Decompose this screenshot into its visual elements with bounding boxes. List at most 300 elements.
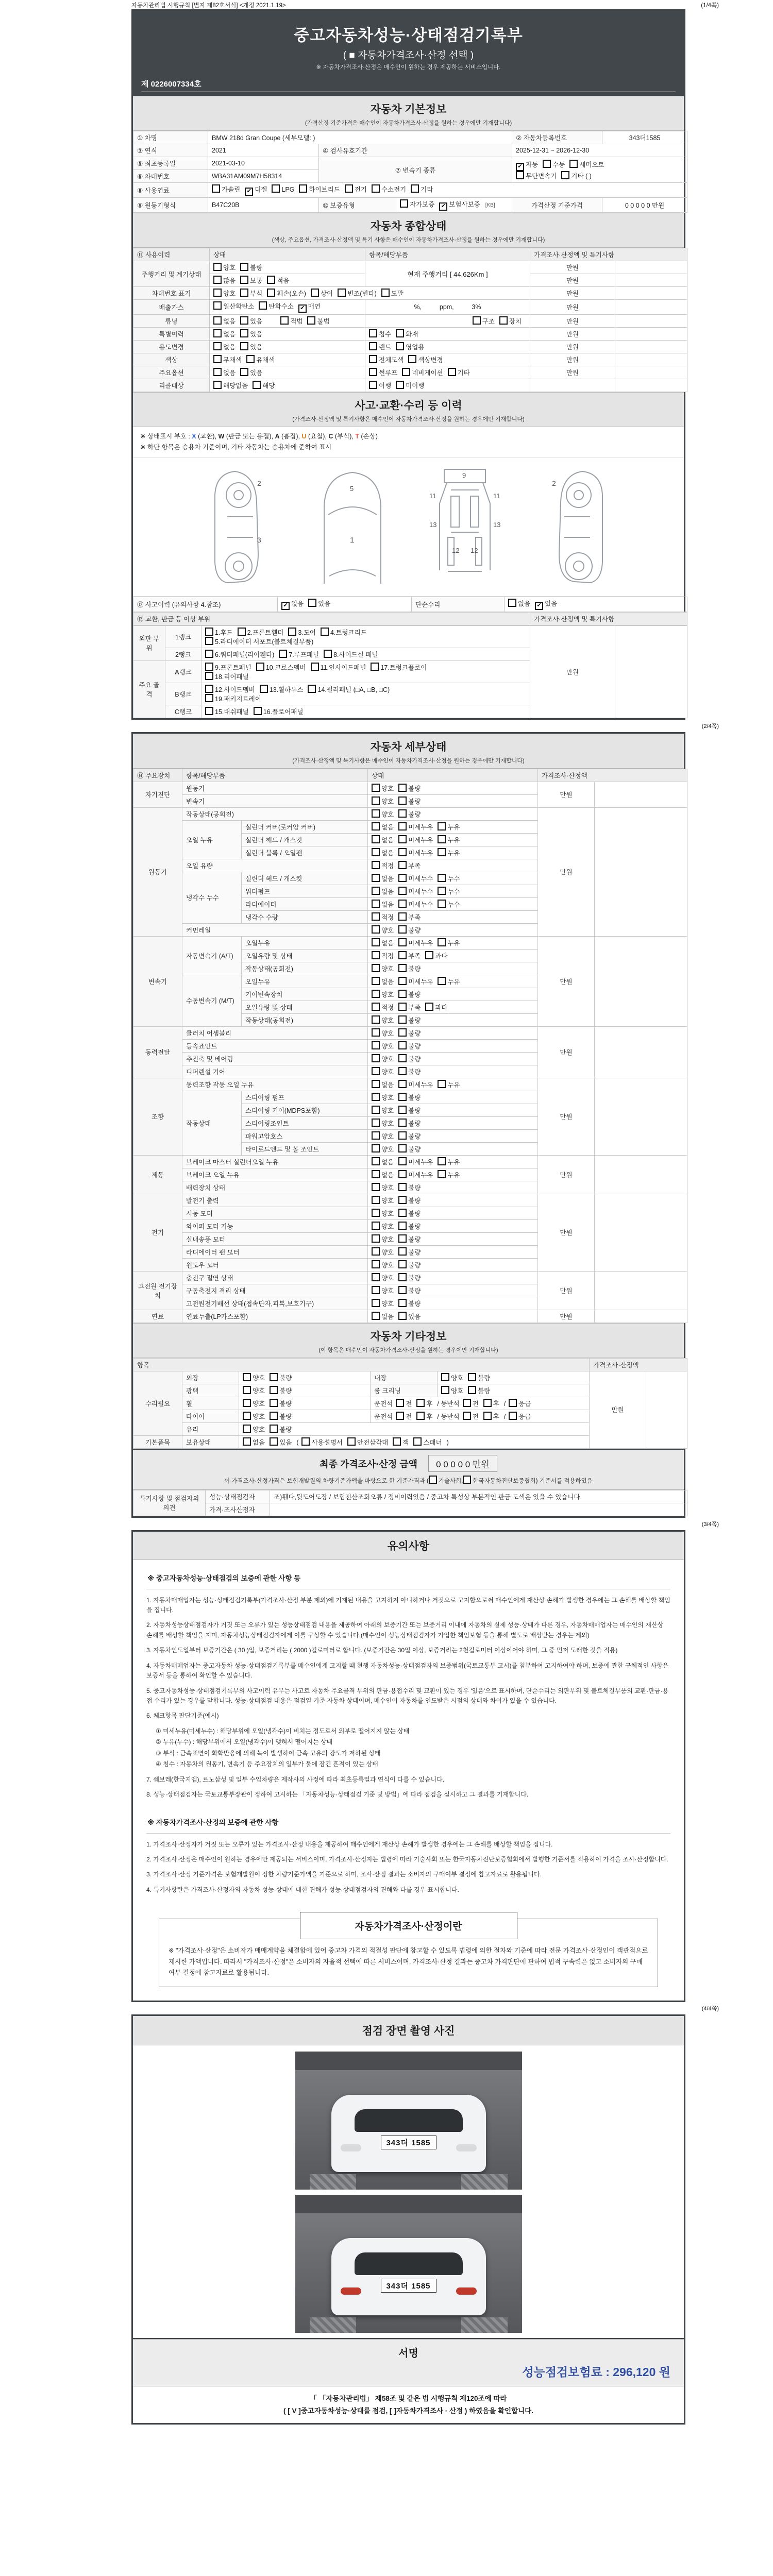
checkbox[interactable] [396,342,404,350]
checkbox-option[interactable]: 스패너 [413,1437,442,1447]
checkbox-option[interactable]: 불량 [398,1093,421,1102]
checkbox[interactable] [398,1003,407,1011]
checkbox[interactable] [396,329,404,337]
checkbox[interactable] [372,1286,380,1294]
checkbox-option[interactable]: 불량 [240,263,262,272]
checkbox-option[interactable]: 안전삼각대 [347,1437,388,1447]
checkbox[interactable] [372,925,380,934]
checkbox-option[interactable]: 양호 [372,1196,394,1205]
checkbox[interactable] [240,368,248,376]
checkbox[interactable] [438,977,446,985]
checkbox[interactable] [439,202,447,211]
checkbox-option[interactable]: 양호 [372,1106,394,1115]
checkbox-option[interactable]: 없음 [372,1312,394,1321]
checkbox[interactable] [398,912,407,921]
checkbox[interactable] [372,977,380,985]
checkbox-option[interactable]: 세미오토 [569,160,604,169]
checkbox[interactable] [243,1412,251,1420]
checkbox-option[interactable]: 양호 [372,1144,394,1154]
checkbox[interactable] [438,874,446,882]
checkbox-option[interactable]: 적법 [280,316,303,326]
checkbox[interactable] [438,938,446,946]
checkbox-option[interactable]: 불량 [398,1273,421,1282]
option-cell[interactable] [201,660,530,683]
checkbox-option[interactable]: 양호 [372,1067,394,1076]
checkbox-option[interactable]: 10.크로스멤버 [256,663,306,672]
checkbox-option[interactable]: 불량 [270,1373,292,1382]
checkbox-option[interactable]: 부족 [398,861,421,870]
checkbox-option[interactable]: 도말 [381,289,404,298]
checkbox-option[interactable]: 무채색 [213,355,242,364]
checkbox[interactable] [398,861,407,869]
option-cell[interactable] [368,1013,538,1026]
checkbox[interactable] [238,628,246,636]
option-cell[interactable] [210,315,365,328]
checkbox-option[interactable]: 불량 [398,1247,421,1257]
checkbox-option[interactable]: 불량 [398,1299,421,1308]
checkbox-option[interactable]: ✔ 보험사보증 [439,199,480,211]
option-cell[interactable] [368,910,538,923]
checkbox[interactable] [246,355,255,363]
checkbox[interactable] [483,1412,492,1420]
option-cell[interactable] [368,1297,538,1310]
checkbox-option[interactable]: 불량 [398,1260,421,1269]
checkbox[interactable] [270,1399,278,1407]
checkbox-option[interactable]: 불량 [398,1286,421,1295]
checkbox[interactable] [243,1437,251,1446]
checkbox[interactable] [372,1183,380,1191]
option-cell[interactable] [368,1284,538,1297]
checkbox[interactable] [240,263,248,271]
checkbox-option[interactable]: 누유 [438,1080,460,1089]
checkbox[interactable] [398,990,407,998]
checkbox-option[interactable]: 누유 [438,822,460,832]
checkbox[interactable] [372,1118,380,1127]
checkbox[interactable] [398,1106,407,1114]
checkbox[interactable] [398,938,407,946]
option-cell[interactable] [210,341,365,353]
checkbox-option[interactable]: 불법 [307,316,329,326]
checkbox-option[interactable]: 11.인사이드패널 [311,663,366,672]
checkbox-option[interactable]: 불량 [468,1373,490,1382]
checkbox-option[interactable]: 있음 [240,329,262,338]
option-cell[interactable] [368,859,538,872]
checkbox-option[interactable]: 12.사이드멤버 [205,685,255,694]
checkbox[interactable] [213,342,222,350]
option-cell[interactable] [371,1410,590,1422]
option-cell[interactable] [365,315,530,328]
option-cell[interactable] [368,1026,538,1039]
checkbox[interactable] [425,1003,433,1011]
checkbox-option[interactable]: 적음 [267,276,289,285]
option-cell[interactable] [365,353,530,366]
checkbox-option[interactable]: 양호 [213,263,236,272]
checkbox-option[interactable]: 미세누유 [398,835,433,844]
checkbox-option[interactable]: 양호 [372,925,394,935]
checkbox-option[interactable]: 양호 [243,1386,265,1395]
option-cell[interactable] [368,1219,538,1232]
checkbox-option[interactable]: 불량 [398,1067,421,1076]
checkbox[interactable] [396,1412,404,1420]
checkbox-option[interactable]: 침수 [369,329,391,338]
checkbox-option[interactable]: 미세누유 [398,1157,433,1166]
checkbox-option[interactable]: 9.프론트패널 [205,663,251,672]
checkbox[interactable] [398,874,407,882]
checkbox[interactable] [240,289,248,297]
checkbox[interactable] [311,289,319,297]
checkbox-option[interactable]: 과다 [425,951,447,960]
checkbox-option[interactable]: 네비게이션 [402,368,443,377]
checkbox-option[interactable]: 있음 [240,368,262,377]
checkbox-option[interactable]: 14.필러패널 (□A, □B, □C) [308,685,390,694]
checkbox[interactable] [205,685,213,693]
checkbox-option[interactable]: 누수 [438,900,460,909]
checkbox-option[interactable]: 불량 [398,784,421,793]
checkbox[interactable] [372,784,380,792]
option-cell[interactable] [201,625,530,648]
checkbox[interactable] [398,1054,407,1062]
checkbox[interactable] [438,887,446,895]
option-cell[interactable] [210,353,365,366]
checkbox-option[interactable]: 양호 [441,1386,463,1395]
checkbox-option[interactable]: 없음 [213,329,236,338]
checkbox-option[interactable]: 전 [396,1399,412,1408]
checkbox[interactable] [372,1209,380,1217]
checkbox-option[interactable]: 양호 [372,784,394,793]
checkbox[interactable] [398,1222,407,1230]
option-cell[interactable] [368,1207,538,1219]
checkbox-option[interactable]: LPG [272,184,294,193]
checkbox-option[interactable]: 미세누유 [398,848,433,857]
checkbox[interactable] [270,1437,278,1446]
checkbox[interactable] [372,1170,380,1178]
checkbox[interactable] [270,1386,278,1394]
checkbox[interactable] [372,1196,380,1204]
checkbox-option[interactable]: 미세누유 [398,822,433,832]
checkbox-option[interactable]: 없음 [508,599,530,608]
option-cell[interactable] [368,782,538,794]
checkbox-option[interactable]: 미세누유 [398,1170,433,1179]
checkbox[interactable] [267,276,275,284]
checkbox-option[interactable]: 불량 [398,1144,421,1154]
checkbox[interactable] [396,1399,404,1407]
checkbox[interactable] [398,1144,407,1153]
checkbox[interactable] [372,822,380,831]
checkbox-option[interactable]: 사용설명서 [301,1437,342,1447]
option-cell[interactable] [365,341,530,353]
checkbox[interactable] [398,1131,407,1140]
checkbox-option[interactable]: 양호 [372,1299,394,1308]
checkbox-option[interactable]: 적정 [372,861,394,870]
checkbox[interactable] [369,329,377,337]
checkbox-option[interactable]: 변조(변타) [338,289,377,298]
option-cell[interactable] [368,923,538,936]
checkbox[interactable] [398,951,407,959]
checkbox[interactable] [256,663,264,671]
checkbox-option[interactable]: 영업용 [396,342,424,351]
checkbox[interactable] [398,1247,407,1256]
option-cell[interactable] [368,1181,538,1194]
checkbox[interactable] [499,316,508,325]
checkbox[interactable] [372,1093,380,1101]
option-cell[interactable] [368,1104,538,1116]
checkbox[interactable] [398,1118,407,1127]
checkbox[interactable] [243,1425,251,1433]
checkbox-option[interactable]: 불량 [398,1015,421,1025]
checkbox-option[interactable]: 없음 [372,900,394,909]
checkbox-option[interactable]: 수소전기 [372,184,406,194]
checkbox-option[interactable]: 양호 [372,1093,394,1102]
option-cell[interactable] [438,1371,590,1384]
checkbox-option[interactable]: 미세누수 [398,874,433,883]
checkbox[interactable] [338,289,346,297]
checkbox-option[interactable]: 양호 [372,1273,394,1282]
checkbox-option[interactable]: 썬루프 [369,368,397,377]
checkbox-option[interactable]: 누유 [438,1157,460,1166]
checkbox[interactable] [260,685,268,693]
checkbox[interactable] [372,938,380,946]
checkbox-option[interactable]: 15.대쉬패널 [205,707,249,716]
checkbox-option[interactable]: 미세누유 [398,938,433,947]
checkbox[interactable] [372,1157,380,1165]
checkbox[interactable] [473,316,481,325]
checkbox[interactable] [416,1399,425,1407]
checkbox-option[interactable]: 양호 [372,990,394,999]
option-cell[interactable] [368,1194,538,1207]
checkbox[interactable] [416,1412,425,1420]
checkbox-option[interactable]: 양호 [372,1028,394,1038]
checkbox[interactable] [509,1412,517,1420]
checkbox-option[interactable]: 하이브리드 [299,184,340,194]
checkbox-option[interactable]: ✔ 없음 [281,599,304,610]
option-cell[interactable] [208,183,687,198]
option-cell[interactable] [201,648,530,660]
checkbox[interactable] [509,1399,517,1407]
option-cell[interactable] [278,597,412,612]
checkbox[interactable] [398,1273,407,1281]
checkbox[interactable] [345,184,353,193]
checkbox[interactable] [240,329,248,337]
checkbox-option[interactable]: 없음 [372,835,394,844]
checkbox[interactable] [398,887,407,895]
checkbox[interactable] [372,1144,380,1153]
checkbox-option[interactable]: 18.리어패널 [205,672,249,681]
checkbox-option[interactable]: 미이행 [396,381,424,390]
checkbox[interactable] [516,163,524,171]
checkbox[interactable] [561,171,569,179]
checkbox[interactable] [372,912,380,921]
option-cell[interactable] [210,300,365,315]
checkbox-option[interactable]: 미세누수 [398,887,433,896]
option-cell[interactable] [371,1397,590,1410]
checkbox[interactable] [213,289,222,297]
option-cell[interactable] [368,1258,538,1271]
checkbox[interactable] [372,1299,380,1307]
checkbox[interactable] [324,650,332,658]
checkbox-option[interactable]: 누유 [438,1170,460,1179]
checkbox[interactable] [213,316,222,325]
checkbox-option[interactable]: 화재 [396,329,418,338]
checkbox[interactable] [398,1299,407,1307]
option-cell[interactable] [368,1245,538,1258]
checkbox-option[interactable]: 양호 [213,289,236,298]
checkbox[interactable] [398,809,407,818]
checkbox[interactable] [205,672,213,680]
checkbox[interactable] [372,1080,380,1088]
checkbox-option[interactable]: 응급 [509,1399,531,1408]
checkbox-option[interactable]: ✔ 있음 [535,599,557,610]
checkbox[interactable] [398,1209,407,1217]
option-cell[interactable] [201,683,530,705]
checkbox-option[interactable]: 불량 [398,1028,421,1038]
checkbox-option[interactable]: 색상변경 [408,355,443,364]
checkbox-option[interactable]: 부족 [398,1003,421,1012]
checkbox[interactable] [279,650,287,658]
checkbox-option[interactable]: 불량 [398,1183,421,1192]
checkbox-option[interactable]: 5.라디에이터 서포트(볼트체결부품) [205,637,313,646]
checkbox[interactable] [398,835,407,843]
option-cell[interactable] [239,1384,371,1397]
option-cell[interactable] [201,705,530,718]
checkbox[interactable] [398,1312,407,1320]
option-cell[interactable] [239,1397,371,1410]
checkbox-option[interactable]: 렌트 [369,342,391,351]
checkbox-option[interactable]: 양호 [243,1373,265,1382]
option-cell[interactable] [210,287,530,300]
option-cell[interactable] [368,975,538,988]
option-cell[interactable] [210,379,365,392]
checkbox[interactable] [372,1067,380,1075]
checkbox[interactable] [372,1260,380,1268]
checkbox[interactable] [438,900,446,908]
checkbox[interactable] [299,184,307,193]
checkbox-option[interactable]: 누수 [438,887,460,896]
checkbox-option[interactable]: 있음 [308,599,330,608]
checkbox-option[interactable]: 과다 [425,1003,447,1012]
checkbox-option[interactable]: 불량 [398,925,421,935]
checkbox-option[interactable]: 기타 ( ) [561,171,591,180]
checkbox-option[interactable]: 6.쿼터패널(리어휀다) [205,650,274,659]
checkbox-option[interactable]: 16.플로어패널 [254,707,304,716]
checkbox-option[interactable]: 미세누수 [398,900,433,909]
checkbox-option[interactable]: 양호 [372,1209,394,1218]
checkbox-option[interactable]: 불량 [270,1425,292,1434]
checkbox[interactable] [393,1437,401,1446]
checkbox-option[interactable]: 양호 [372,809,394,819]
checkbox-option[interactable]: 양호 [372,1131,394,1141]
checkbox[interactable] [369,355,377,363]
checkbox-option[interactable]: 훼손(오손) [267,289,306,298]
checkbox[interactable] [463,1476,471,1484]
checkbox[interactable] [307,316,315,325]
option-cell[interactable] [368,1039,538,1052]
checkbox-option[interactable]: 양호 [372,964,394,973]
checkbox-option[interactable]: 응급 [509,1412,531,1421]
option-cell[interactable] [365,379,530,392]
checkbox[interactable] [267,289,275,297]
checkbox[interactable] [372,1041,380,1049]
checkbox[interactable] [438,835,446,843]
checkbox-option[interactable]: 불량 [398,1106,421,1115]
checkbox-option[interactable]: 불량 [398,1209,421,1218]
checkbox-option[interactable]: 부족 [398,951,421,960]
checkbox[interactable] [369,381,377,389]
checkbox[interactable] [372,1028,380,1037]
checkbox-option[interactable]: 미세누유 [398,977,433,986]
checkbox[interactable] [516,171,524,179]
option-cell[interactable] [210,366,365,379]
checkbox-option[interactable]: 없음 [372,887,394,896]
option-cell[interactable] [368,872,538,885]
option-cell[interactable] [368,833,538,846]
checkbox[interactable] [272,184,280,193]
checkbox[interactable] [402,368,410,376]
checkbox-option[interactable]: 후 [416,1412,432,1421]
checkbox-option[interactable]: 양호 [243,1412,265,1421]
checkbox-option[interactable]: 불량 [468,1386,490,1395]
checkbox[interactable] [372,951,380,959]
checkbox[interactable] [398,925,407,934]
checkbox[interactable] [441,1386,449,1394]
checkbox-option[interactable]: ✔자동 [516,160,538,171]
checkbox-option[interactable]: 불량 [398,1054,421,1063]
checkbox-option[interactable]: 후 [483,1399,499,1408]
option-cell[interactable] [368,1155,538,1168]
checkbox-option[interactable]: 양호 [372,1041,394,1050]
checkbox[interactable] [213,368,222,376]
option-cell[interactable] [505,597,687,612]
checkbox[interactable] [425,951,433,959]
option-cell[interactable] [239,1422,590,1435]
checkbox-option[interactable]: 이행 [369,381,391,390]
option-cell[interactable] [368,1091,538,1104]
option-cell[interactable] [368,846,538,859]
checkbox[interactable] [213,301,222,310]
checkbox[interactable] [213,355,222,363]
checkbox-option[interactable]: 1.후드 [205,628,233,637]
checkbox[interactable] [398,1196,407,1204]
checkbox-option[interactable]: ✔ 매연 [298,301,321,313]
checkbox[interactable] [372,1131,380,1140]
checkbox[interactable] [240,316,248,325]
option-cell[interactable] [368,820,538,833]
option-cell[interactable] [239,1435,590,1448]
option-cell[interactable] [368,949,538,962]
checkbox[interactable] [372,796,380,805]
checkbox[interactable] [347,1437,356,1446]
option-cell[interactable] [368,885,538,897]
checkbox-option[interactable]: 전 [396,1412,412,1421]
engineer-society-option[interactable]: 기술사회 [438,1478,462,1484]
option-cell[interactable] [368,1116,538,1129]
checkbox-option[interactable]: 있음 [240,316,262,326]
checkbox-option[interactable]: 있음 [240,342,262,351]
option-cell[interactable] [368,1271,538,1284]
checkbox-option[interactable]: 자가보증 [400,199,434,209]
checkbox[interactable] [288,628,296,636]
checkbox[interactable] [398,1170,407,1178]
checkbox-option[interactable]: 있음 [398,1312,421,1321]
checkbox[interactable] [438,848,446,856]
checkbox[interactable] [400,199,408,208]
checkbox-option[interactable]: 양호 [372,1260,394,1269]
checkbox[interactable] [398,1183,407,1191]
checkbox-option[interactable]: 불량 [398,809,421,819]
checkbox[interactable] [372,964,380,972]
checkbox[interactable] [372,1054,380,1062]
option-cell[interactable] [239,1371,371,1384]
checkbox[interactable] [381,289,390,297]
